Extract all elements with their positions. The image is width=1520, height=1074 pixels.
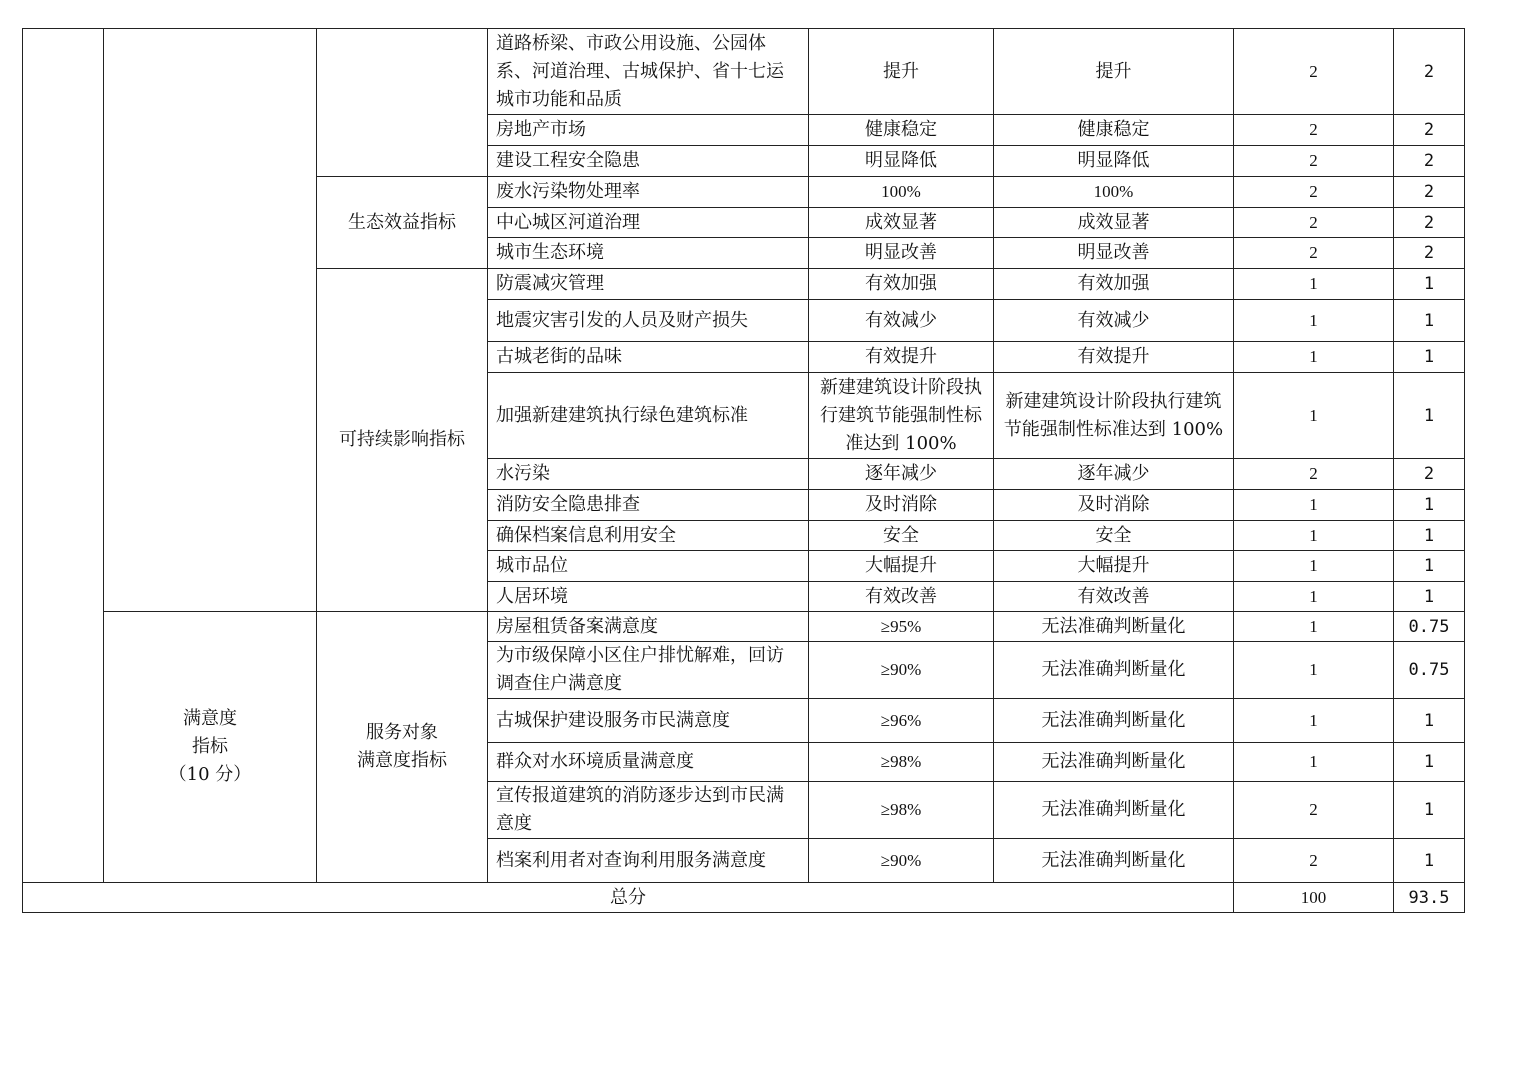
weight-cell: 2 <box>1234 177 1394 208</box>
table-row <box>23 612 1465 642</box>
indicator-cell: 城市品位 <box>488 551 809 582</box>
indicator-cell: 古城保护建设服务市民满意度 <box>488 699 809 743</box>
indicator-cell: 水污染 <box>488 459 809 490</box>
target-cell: ≥98% <box>809 782 994 839</box>
weight-cell: 1 <box>1234 521 1394 551</box>
target-cell: 有效加强 <box>809 269 994 300</box>
indicator-cell: 群众对水环境质量满意度 <box>488 743 809 782</box>
actual-cell: 无法准确判断量化 <box>994 699 1234 743</box>
target-cell: ≥98% <box>809 743 994 782</box>
score-cell: 1 <box>1394 839 1465 883</box>
target-cell: 有效改善 <box>809 582 994 612</box>
score-cell: 2 <box>1394 29 1465 115</box>
weight-cell: 2 <box>1234 115 1394 146</box>
score-cell: 1 <box>1394 373 1465 459</box>
indicator-cell: 消防安全隐患排查 <box>488 490 809 521</box>
weight-cell: 2 <box>1234 459 1394 490</box>
weight-cell: 2 <box>1234 29 1394 115</box>
indicator-cell: 宣传报道建筑的消防逐步达到市民满意度 <box>488 782 809 839</box>
target-cell: 有效减少 <box>809 300 994 342</box>
actual-cell: 成效显著 <box>994 208 1234 238</box>
weight-cell: 1 <box>1234 699 1394 743</box>
indicator-cell: 中心城区河道治理 <box>488 208 809 238</box>
weight-cell: 2 <box>1234 839 1394 883</box>
weight-cell: 1 <box>1234 342 1394 373</box>
actual-cell: 提升 <box>994 29 1234 115</box>
actual-cell: 无法准确判断量化 <box>994 743 1234 782</box>
target-cell: 及时消除 <box>809 490 994 521</box>
actual-cell: 大幅提升 <box>994 551 1234 582</box>
score-cell: 1 <box>1394 582 1465 612</box>
indicator-cell: 防震减灾管理 <box>488 269 809 300</box>
indicator-cell: 加强新建建筑执行绿色建筑标准 <box>488 373 809 459</box>
weight-cell: 1 <box>1234 612 1394 642</box>
target-cell: ≥90% <box>809 839 994 883</box>
actual-cell: 逐年减少 <box>994 459 1234 490</box>
target-cell: ≥95% <box>809 612 994 642</box>
weight-cell: 1 <box>1234 490 1394 521</box>
target-cell: 有效提升 <box>809 342 994 373</box>
actual-cell: 明显降低 <box>994 146 1234 177</box>
score-cell: 1 <box>1394 551 1465 582</box>
score-cell: 1 <box>1394 743 1465 782</box>
score-cell: 2 <box>1394 115 1465 146</box>
weight-cell: 1 <box>1234 743 1394 782</box>
score-cell: 2 <box>1394 146 1465 177</box>
actual-cell: 有效减少 <box>994 300 1234 342</box>
group-service-target: 服务对象 满意度指标 <box>317 612 488 883</box>
weight-cell: 1 <box>1234 269 1394 300</box>
weight-cell: 2 <box>1234 238 1394 269</box>
indicator-cell: 为市级保障小区住户排忧解难，回访调查住户满意度 <box>488 642 809 699</box>
actual-cell: 有效加强 <box>994 269 1234 300</box>
actual-cell: 无法准确判断量化 <box>994 612 1234 642</box>
total-weight: 100 <box>1234 883 1394 913</box>
target-cell: ≥90% <box>809 642 994 699</box>
weight-cell: 2 <box>1234 782 1394 839</box>
indicator-cell: 建设工程安全隐患 <box>488 146 809 177</box>
target-cell: 100% <box>809 177 994 208</box>
indicator-cell: 道路桥梁、市政公用设施、公园体系、河道治理、古城保护、省十七运城市功能和品质 <box>488 29 809 115</box>
actual-cell: 无法准确判断量化 <box>994 642 1234 699</box>
weight-cell: 1 <box>1234 300 1394 342</box>
group-sustainable: 可持续影响指标 <box>317 269 488 612</box>
target-cell: 大幅提升 <box>809 551 994 582</box>
weight-cell: 2 <box>1234 146 1394 177</box>
score-cell: 2 <box>1394 177 1465 208</box>
actual-cell: 有效提升 <box>994 342 1234 373</box>
score-cell: 1 <box>1394 300 1465 342</box>
total-row <box>23 883 1465 913</box>
indicator-cell: 城市生态环境 <box>488 238 809 269</box>
weight-cell: 1 <box>1234 582 1394 612</box>
score-cell: 1 <box>1394 782 1465 839</box>
score-cell: 1 <box>1394 269 1465 300</box>
weight-cell: 1 <box>1234 373 1394 459</box>
indicator-cell: 地震灾害引发的人员及财产损失 <box>488 300 809 342</box>
level2-cell-empty <box>104 29 317 612</box>
target-cell: 明显降低 <box>809 146 994 177</box>
total-score: 93.5 <box>1394 883 1465 913</box>
indicator-cell: 废水污染物处理率 <box>488 177 809 208</box>
score-cell: 1 <box>1394 342 1465 373</box>
group-ecological: 生态效益指标 <box>317 177 488 269</box>
weight-cell: 2 <box>1234 208 1394 238</box>
indicator-cell: 档案利用者对查询利用服务满意度 <box>488 839 809 883</box>
actual-cell: 100% <box>994 177 1234 208</box>
score-cell: 0.75 <box>1394 612 1465 642</box>
score-cell: 1 <box>1394 490 1465 521</box>
target-cell: 明显改善 <box>809 238 994 269</box>
indicator-cell: 确保档案信息利用安全 <box>488 521 809 551</box>
indicator-cell: 古城老街的品味 <box>488 342 809 373</box>
table-row <box>23 29 1465 115</box>
performance-table <box>22 28 1465 913</box>
weight-cell: 1 <box>1234 642 1394 699</box>
target-cell: 健康稳定 <box>809 115 994 146</box>
target-cell: ≥96% <box>809 699 994 743</box>
level1-cell-empty <box>23 29 104 883</box>
indicator-cell: 房屋租赁备案满意度 <box>488 612 809 642</box>
score-cell: 1 <box>1394 699 1465 743</box>
score-cell: 0.75 <box>1394 642 1465 699</box>
actual-cell: 有效改善 <box>994 582 1234 612</box>
actual-cell: 明显改善 <box>994 238 1234 269</box>
score-cell: 2 <box>1394 459 1465 490</box>
actual-cell: 健康稳定 <box>994 115 1234 146</box>
target-cell: 提升 <box>809 29 994 115</box>
score-cell: 2 <box>1394 238 1465 269</box>
score-cell: 2 <box>1394 208 1465 238</box>
indicator-cell: 人居环境 <box>488 582 809 612</box>
target-cell: 逐年减少 <box>809 459 994 490</box>
level3-cell-empty <box>317 29 488 177</box>
actual-cell: 无法准确判断量化 <box>994 839 1234 883</box>
score-cell: 1 <box>1394 521 1465 551</box>
actual-cell: 新建建筑设计阶段执行建筑节能强制性标准达到 100% <box>994 373 1234 459</box>
target-cell: 成效显著 <box>809 208 994 238</box>
group-satisfaction-l1: 满意度 指标 （10 分） <box>104 612 317 883</box>
indicator-cell: 房地产市场 <box>488 115 809 146</box>
target-cell: 安全 <box>809 521 994 551</box>
actual-cell: 安全 <box>994 521 1234 551</box>
actual-cell: 及时消除 <box>994 490 1234 521</box>
weight-cell: 1 <box>1234 551 1394 582</box>
actual-cell: 无法准确判断量化 <box>994 782 1234 839</box>
target-cell: 新建建筑设计阶段执行建筑节能强制性标准达到 100% <box>809 373 994 459</box>
total-label: 总分 <box>23 883 1234 913</box>
